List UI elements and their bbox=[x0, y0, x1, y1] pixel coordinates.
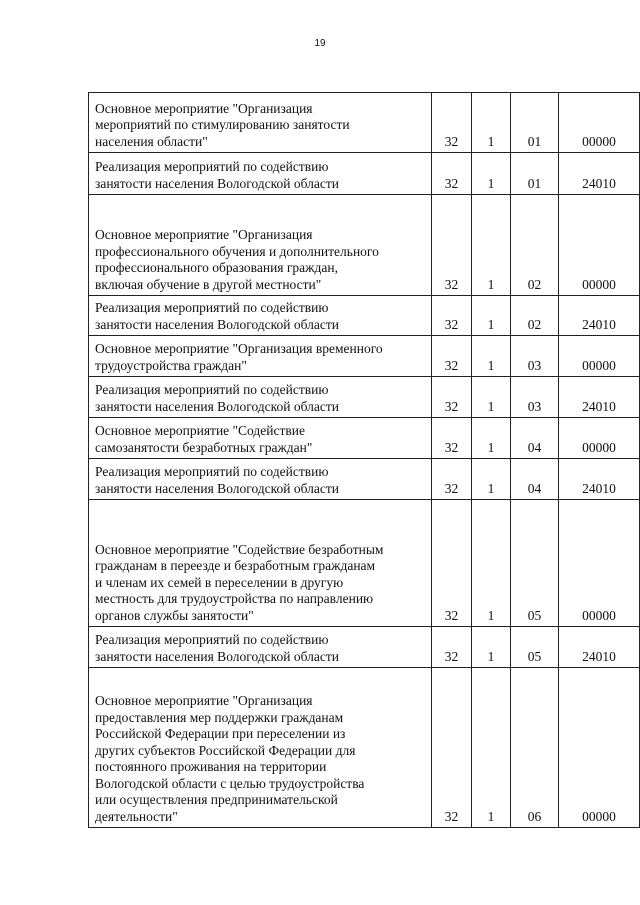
row-description bbox=[89, 377, 432, 418]
row-code-2: 1 bbox=[472, 627, 511, 668]
row-description bbox=[89, 459, 432, 500]
row-code-3: 04 bbox=[511, 459, 559, 500]
row-code-4: 24010 bbox=[559, 377, 640, 418]
row-code-4: 00000 bbox=[559, 195, 640, 296]
row-code-2: 1 bbox=[472, 418, 511, 459]
row-code-1: 32 bbox=[432, 377, 472, 418]
table-row bbox=[89, 668, 640, 828]
row-code-1: 32 bbox=[432, 668, 472, 828]
row-description-text: Основное мероприятие "Организация профессионального обучения и дополнительного профессионального образования граждан, включая обучение в другой местности" bbox=[95, 227, 379, 292]
row-description-text: Основное мероприятие "Содействие безработным гражданам в переезде и безработным гражданам и членам их семей в переселении в другую местность для трудоустройства по направлению органов службы занятости" bbox=[95, 541, 384, 623]
row-code-3: 03 bbox=[511, 377, 559, 418]
row-code-1: 32 bbox=[432, 93, 472, 153]
table-row bbox=[89, 418, 640, 459]
row-description-text: Основное мероприятие "Организация временного трудоустройства граждан" bbox=[95, 341, 383, 373]
row-code-2: 1 bbox=[472, 668, 511, 828]
row-code-2: 1 bbox=[472, 195, 511, 296]
table-row bbox=[89, 93, 640, 153]
row-code-4: 24010 bbox=[559, 296, 640, 336]
row-code-1: 32 bbox=[432, 195, 472, 296]
row-code-1: 32 bbox=[432, 153, 472, 195]
row-code-2: 1 bbox=[472, 377, 511, 418]
row-description-text: Реализация мероприятий по содействию занятости населения Вологодской области bbox=[95, 632, 340, 664]
table-row bbox=[89, 459, 640, 500]
row-description bbox=[89, 296, 432, 336]
row-code-4: 24010 bbox=[559, 459, 640, 500]
row-description-text: Основное мероприятие "Содействие самозанятости безработных граждан" bbox=[95, 423, 313, 455]
row-code-2: 1 bbox=[472, 500, 511, 627]
table-row bbox=[89, 153, 640, 195]
row-code-1: 32 bbox=[432, 459, 472, 500]
row-code-3: 05 bbox=[511, 500, 559, 627]
budget-table bbox=[88, 92, 640, 828]
row-description bbox=[89, 500, 432, 627]
row-code-3: 02 bbox=[511, 195, 559, 296]
table-row bbox=[89, 296, 640, 336]
page-number: 19 bbox=[314, 38, 326, 49]
row-description bbox=[89, 93, 432, 153]
row-code-1: 32 bbox=[432, 627, 472, 668]
row-code-1: 32 bbox=[432, 296, 472, 336]
table-row bbox=[89, 195, 640, 296]
row-code-1: 32 bbox=[432, 336, 472, 377]
budget-table-body bbox=[89, 93, 640, 828]
row-code-4: 24010 bbox=[559, 153, 640, 195]
row-code-4: 00000 bbox=[559, 418, 640, 459]
row-description bbox=[89, 668, 432, 828]
row-description bbox=[89, 336, 432, 377]
row-code-2: 1 bbox=[472, 93, 511, 153]
row-description-text: Реализация мероприятий по содействию занятости населения Вологодской области bbox=[95, 300, 340, 332]
row-code-3: 02 bbox=[511, 296, 559, 336]
row-description bbox=[89, 153, 432, 195]
row-description-text: Основное мероприятие "Организация мероприятий по стимулированию занятости населения области" bbox=[95, 100, 350, 149]
table-row bbox=[89, 377, 640, 418]
row-code-3: 01 bbox=[511, 153, 559, 195]
row-code-1: 32 bbox=[432, 500, 472, 627]
row-code-3: 03 bbox=[511, 336, 559, 377]
row-code-3: 04 bbox=[511, 418, 559, 459]
row-description-text: Реализация мероприятий по содействию занятости населения Вологодской области bbox=[95, 464, 340, 496]
row-code-4: 00000 bbox=[559, 336, 640, 377]
row-description-text: Реализация мероприятий по содействию занятости населения Вологодской области bbox=[95, 382, 340, 414]
row-code-2: 1 bbox=[472, 459, 511, 500]
row-code-4: 00000 bbox=[559, 93, 640, 153]
table-row bbox=[89, 336, 640, 377]
row-code-2: 1 bbox=[472, 153, 511, 195]
row-code-3: 05 bbox=[511, 627, 559, 668]
row-code-4: 00000 bbox=[559, 668, 640, 828]
row-description-text: Реализация мероприятий по содействию занятости населения Вологодской области bbox=[95, 159, 340, 191]
row-code-2: 1 bbox=[472, 336, 511, 377]
row-code-2: 1 bbox=[472, 296, 511, 336]
row-description bbox=[89, 195, 432, 296]
row-code-3: 01 bbox=[511, 93, 559, 153]
row-description bbox=[89, 418, 432, 459]
row-description-text: Основное мероприятие "Организация предоставления мер поддержки гражданам Российской Федерации при переселении из других субъектов Российской Федерации для постоянного проживания на территории Вологодской области с целью трудоустройства или осуществления предпринимательской деятельности" bbox=[95, 693, 365, 824]
row-code-4: 00000 bbox=[559, 500, 640, 627]
table-row bbox=[89, 627, 640, 668]
row-code-4: 24010 bbox=[559, 627, 640, 668]
row-code-3: 06 bbox=[511, 668, 559, 828]
row-description bbox=[89, 627, 432, 668]
table-row bbox=[89, 500, 640, 627]
row-code-1: 32 bbox=[432, 418, 472, 459]
